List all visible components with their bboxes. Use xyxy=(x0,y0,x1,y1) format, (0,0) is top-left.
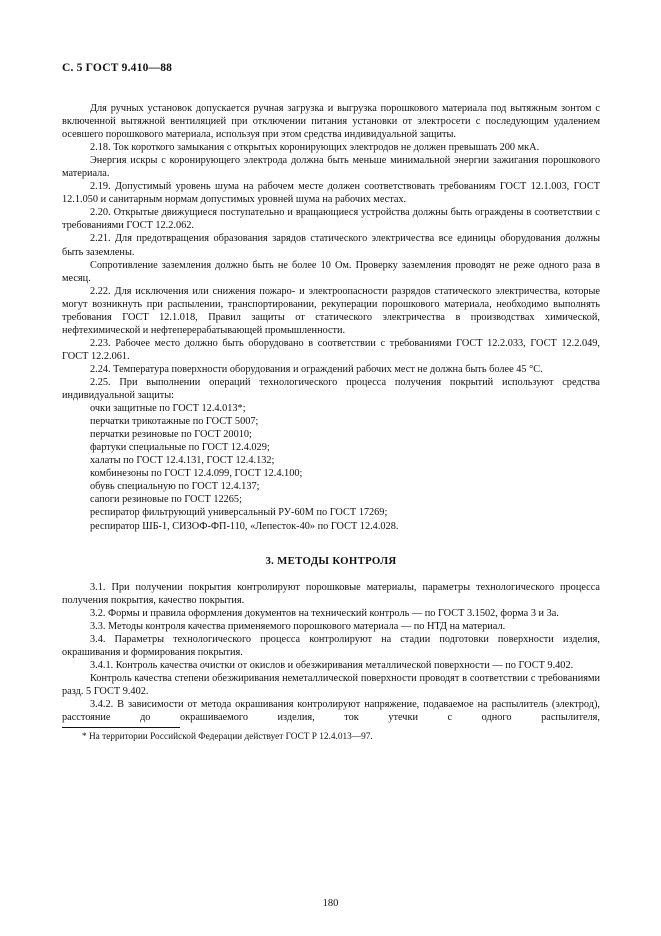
section-title: 3. МЕТОДЫ КОНТРОЛЯ xyxy=(265,554,397,567)
paragraph: 2.24. Температура поверхности оборудования и ограждений рабочих мест не должна быть более 45 °С. xyxy=(90,363,543,375)
paragraph: 3.4.2. В зависимости от метода окрашивания контролируют напряжение, подаваемое на распылитель (электрод), расстояние до окрашиваемого изделия, ток утечки с одного распылителя, xyxy=(62,698,600,724)
list-item: респиратор ШБ-1, СИЗОФ-ФП-110, «Лепесток-40» по ГОСТ 12.4.028. xyxy=(90,520,399,532)
paragraph: Контроль качества степени обезжиривания неметаллической поверхности проводят в соответствии с требованиями разд. 5 ГОСТ 9.402. xyxy=(62,672,600,697)
paragraph: 3.2. Формы и правила оформления документов на технический контроль — по ГОСТ 3.1502, форма 3 и 3а. xyxy=(90,607,559,619)
list-item: халаты по ГОСТ 12.4.131, ГОСТ 12.4.132; xyxy=(90,455,275,467)
paragraph: 2.18. Ток короткого замыкания с открытых коронирующих электродов не должен превышать 200 мкА. xyxy=(90,142,540,154)
list-item: очки защитные по ГОСТ 12.4.013*; xyxy=(90,403,246,415)
page-number: 180 xyxy=(322,898,339,909)
paragraph: 2.21. Для предотвращения образования зарядов статического электричества все единицы оборудования должны быть заземлены. xyxy=(62,233,600,258)
paragraph: 2.25. При выполнении операций технологического процесса получения покрытий используют средства индивидуальной защиты: xyxy=(62,376,600,402)
paragraph: 3.3. Методы контроля качества применяемого порошкового материала — по НТД на материал. xyxy=(90,620,506,632)
paragraph: 3.4. Параметры технологического процесса контролируют на стадии подготовки поверхности изделия, окрашивания и формирования покрытия. xyxy=(62,633,600,658)
paragraph: Сопротивление заземления должно быть не более 10 Ом. Проверку заземления проводят не реже одного раза в месяц. xyxy=(62,259,600,284)
paragraph: 3.1. При получении покрытия контролируют порошковые материалы, параметры технологического процесса получения покрытия, качество покрытия. xyxy=(62,581,600,606)
paragraph: 2.22. Для исключения или снижения пожаро- и электроопасности разрядов статического электричества, которые могут возникнуть при распылении, транспортировании, рекуперации порошкового материала, необходимо выполнять требования ГОСТ 12.1.018, Правил защиты от статического электричества в производствах химической, нефтехимической и нефтеперерабатывающей промышленности. xyxy=(62,285,600,336)
paragraph: 2.19. Допустимый уровень шума на рабочем месте должен соответствовать требованиям ГОСТ 12.1.003, ГОСТ 12.1.050 и санитарным нормам допустимых уровней шума на рабочих местах. xyxy=(62,181,600,206)
list-item: респиратор фильтрующий универсальный РУ-60М по ГОСТ 17269; xyxy=(90,507,388,519)
paragraph: 2.20. Открытые движущиеся поступательно и вращающиеся устройства должны быть ограждены в соответствии с требованиями ГОСТ 12.2.062. xyxy=(62,207,600,232)
list-item: сапоги резиновые по ГОСТ 12265; xyxy=(90,494,242,506)
paragraph: Энергия искры с коронирующего электрода должна быть меньше минимальной энергии зажигания порошкового материала. xyxy=(62,155,600,180)
section-3-body xyxy=(62,581,600,725)
paragraph: 2.23. Рабочее место должно быть оборудовано в соответствии с требованиями ГОСТ 12.2.033, ГОСТ 12.2.049, ГОСТ 12.2.061. xyxy=(62,337,600,362)
list-item: перчатки резиновые по ГОСТ 20010; xyxy=(90,429,252,441)
document-page xyxy=(62,62,600,743)
list-item: обувь специальную по ГОСТ 12.4.137; xyxy=(90,481,260,493)
footnote: * На территории Российской Федерации действует ГОСТ Р 12.4.013—97. xyxy=(82,732,373,743)
section-2-body xyxy=(62,102,600,533)
paragraph: Для ручных установок допускается ручная загрузка и выгрузка порошкового материала под вытяжным зонтом с включенной вытяжной вентиляцией при отключении питания установки от электросети с последующим удалением осевшего порошкового материала, используя при этом средства индивидуальной защиты. xyxy=(62,103,600,141)
list-item: перчатки трикотажные по ГОСТ 5007; xyxy=(90,416,259,428)
footnote-divider xyxy=(62,727,180,728)
list-item: фартуки специальные по ГОСТ 12.4.029; xyxy=(90,442,270,454)
page-header: С. 5 ГОСТ 9.410—88 xyxy=(62,62,173,74)
paragraph: 3.4.1. Контроль качества очистки от окислов и обезжиривания металлической поверхности — по ГОСТ 9.402. xyxy=(90,659,574,671)
list-item: комбинезоны по ГОСТ 12.4.099, ГОСТ 12.4.100; xyxy=(90,468,303,480)
